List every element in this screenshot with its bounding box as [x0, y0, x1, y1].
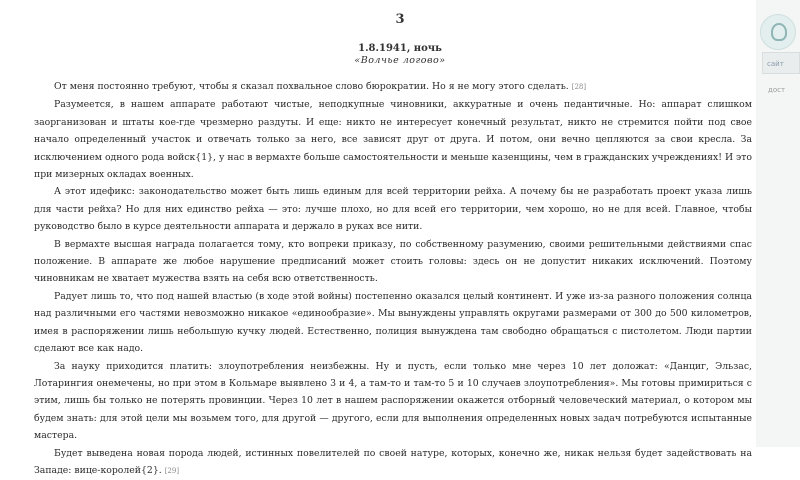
sidebar-search-box[interactable]: сайт	[762, 52, 800, 74]
page-marker[interactable]: [29]	[164, 466, 180, 475]
paragraph: В вермахте высшая награда полагается тому, кто вопреки приказу, по собственному разумению, своими решительными действиями спас положение. В аппарате же любое нарушение предписаний может стоить головы: здесь он не допустит никаких исключений. Поэтому чиновникам не хватает мужества взять на себя всю ответственность.	[34, 238, 752, 285]
page-marker[interactable]: [28]	[571, 83, 587, 91]
paragraph: От меня постоянно требуют, чтобы я сказал похвальное слово бюрократии. Но я не могу этого сделать. [28]	[54, 81, 587, 92]
sidebar-note: дост	[768, 86, 786, 94]
paragraph: Радует лишь то, что под нашей властью (в ходе этой войны) постепенно оказался целый континент. И уже из-за разного положения солнца над различными его частями невозможно никакое «единообразие». Мы вынуждены управлять округами размерами от 300 до 500 километров, имея в распоряжении лишь небольшую кучку людей. Естественно, полиция вынуждена там свободно обращаться с пистолетом. Люди партии сделают все как надо.	[34, 290, 752, 355]
chapter-subtitle: «Волчье логово»	[354, 55, 446, 66]
chapter-number: 3	[395, 12, 405, 27]
chapter-body	[34, 78, 752, 480]
site-logo-icon[interactable]	[760, 14, 796, 50]
paragraph: А этот идефикс: законодательство может быть лишь единым для всей территории рейха. А почему бы не разработать проект указа лишь для части рейха? Но для них единство рейха — это: лучше плохо, но для всей его территории, чем хорошо, но не для всей. Главное, чтобы руководство было в курсе деятельности аппарата и держало в руках все нити.	[34, 186, 752, 233]
paragraph: За науку приходится платить: злоупотребления неизбежны. Ну и пусть, если только мне через 10 лет доложат: «Данциг, Эльзас, Лотарингия онемечены, но при этом в Кольмаре выявлено 3 и 4, а там-то и там-то 5 и 10 случаев злоупотребления». Мы готовы примириться с этим, лишь бы только не потерять провинции. Через 10 лет в нашем распоряжении окажется отборный человеческий материал, о котором мы будем знать: для этой цели мы возьмем того, для другой — другого, если для выполнения определенных новых задач потребуются испытанные мастера.	[34, 360, 752, 442]
chapter-date: 1.8.1941, ночь	[358, 43, 442, 54]
paragraph: Будет выведена новая порода людей, истинных повелителей по своей натуре, которых, конечно же, никак нельзя будет задействовать на Западе: вице-королей{2}. [29]	[34, 447, 752, 476]
paragraph: Разумеется, в нашем аппарате работают чистые, неподкупные чиновники, аккуратные и очень педантичные. Но: аппарат слишком заорганизован и штаты кое-где чрезмерно раздуты. И еще: никто не интересует конечный результат, никто не стремится пойти под свое начало определенный участок и отвечать только за него, все зависят друг от друга. И потом, они вечно цепляются за свои кресла. За исключением одного рода войск{1}, у нас в вермахте больше самостоятельности и меньше казенщины, чем в гражданских учреждениях! И это при мизерных окладах военных.	[34, 99, 752, 181]
